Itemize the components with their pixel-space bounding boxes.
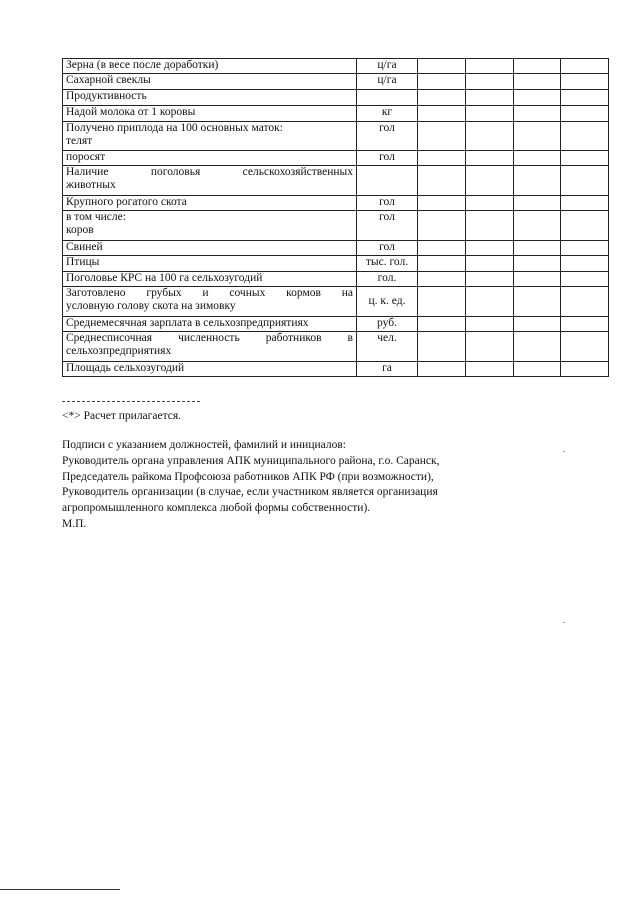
value-cell[interactable] xyxy=(514,241,561,256)
table-row xyxy=(63,362,609,377)
row-label-line2: животных xyxy=(66,179,116,191)
table-row xyxy=(63,317,609,332)
row-unit: гол. xyxy=(357,272,418,287)
row-unit: гол xyxy=(357,211,418,241)
row-unit xyxy=(357,166,418,196)
value-cell[interactable] xyxy=(561,90,609,106)
row-label-line1: Среднесписочная численность работников в xyxy=(66,332,353,344)
row-label: Площадь сельхозугодий xyxy=(63,362,357,377)
row-label-line1: Наличие поголовья сельскохозяйственных xyxy=(66,166,353,178)
value-cell[interactable] xyxy=(514,196,561,211)
table-row xyxy=(63,287,609,317)
signatory-line: Председатель райкома Профсоюза работников АПК РФ (при возможности), xyxy=(62,470,434,483)
value-cell[interactable] xyxy=(418,59,466,74)
scan-speck xyxy=(563,451,565,452)
row-unit: ц/га xyxy=(357,74,418,90)
value-cell[interactable] xyxy=(418,287,466,317)
value-cell[interactable] xyxy=(561,166,609,196)
value-cell[interactable] xyxy=(466,122,514,151)
value-cell[interactable] xyxy=(466,317,514,332)
table-row xyxy=(63,59,609,74)
row-unit: кг xyxy=(357,106,418,122)
value-cell[interactable] xyxy=(418,272,466,287)
row-label: Надой молока от 1 коровы xyxy=(63,106,357,122)
stamp-place: М.П. xyxy=(62,517,87,530)
signatory-line: Руководитель организации (в случае, если участником является организация xyxy=(62,486,438,499)
table-row xyxy=(63,332,609,362)
row-label xyxy=(63,332,357,362)
row-label-line2: телят xyxy=(66,135,93,147)
value-cell[interactable] xyxy=(466,362,514,377)
row-label xyxy=(63,287,357,317)
row-label-line1: Заготовлено грубых и сочных кормов на xyxy=(66,287,353,299)
value-cell[interactable] xyxy=(466,241,514,256)
value-cell[interactable] xyxy=(561,106,609,122)
value-cell[interactable] xyxy=(514,256,561,272)
table-row xyxy=(63,196,609,211)
signatory-line: Руководитель органа управления АПК муниципального района, г.о. Саранск, xyxy=(62,454,440,467)
value-cell[interactable] xyxy=(418,151,466,166)
value-cell[interactable] xyxy=(466,272,514,287)
value-cell[interactable] xyxy=(561,211,609,241)
row-label: поросят xyxy=(63,151,357,166)
value-cell[interactable] xyxy=(514,74,561,90)
row-unit: гол xyxy=(357,122,418,151)
value-cell[interactable] xyxy=(418,332,466,362)
scan-speck xyxy=(563,622,565,623)
value-cell[interactable] xyxy=(418,362,466,377)
row-label-line1: Получено приплода на 100 основных маток: xyxy=(66,122,283,134)
value-cell[interactable] xyxy=(514,287,561,317)
table-row xyxy=(63,90,609,106)
table-row xyxy=(63,272,609,287)
value-cell[interactable] xyxy=(561,59,609,74)
row-label: Среднемесячная зарплата в сельхозпредприятиях xyxy=(63,317,357,332)
value-cell[interactable] xyxy=(514,106,561,122)
value-cell[interactable] xyxy=(561,241,609,256)
value-cell[interactable] xyxy=(418,90,466,106)
row-unit: га xyxy=(357,362,418,377)
row-unit: ц/га xyxy=(357,59,418,74)
value-cell[interactable] xyxy=(561,317,609,332)
value-cell[interactable] xyxy=(466,211,514,241)
value-cell[interactable] xyxy=(514,362,561,377)
row-unit: гол xyxy=(357,151,418,166)
footnote-divider xyxy=(62,401,200,402)
value-cell[interactable] xyxy=(561,332,609,362)
value-cell[interactable] xyxy=(418,196,466,211)
value-cell[interactable] xyxy=(466,196,514,211)
table-row xyxy=(63,151,609,166)
footnote: <*> Расчет прилагается. xyxy=(62,410,182,422)
row-unit: тыс. гол. xyxy=(357,256,418,272)
row-label: Птицы xyxy=(63,256,357,272)
table-row xyxy=(63,211,609,241)
value-cell[interactable] xyxy=(418,317,466,332)
value-cell[interactable] xyxy=(561,196,609,211)
value-cell[interactable] xyxy=(466,151,514,166)
row-label: Поголовье КРС на 100 га сельхозугодий xyxy=(63,272,357,287)
table-row xyxy=(63,106,609,122)
indicators-table xyxy=(62,58,609,377)
value-cell[interactable] xyxy=(418,241,466,256)
row-label xyxy=(63,122,357,151)
value-cell[interactable] xyxy=(418,122,466,151)
row-unit: ц. к. ед. xyxy=(357,287,418,317)
value-cell[interactable] xyxy=(561,74,609,90)
row-label xyxy=(63,211,357,241)
value-cell[interactable] xyxy=(466,74,514,90)
value-cell[interactable] xyxy=(466,106,514,122)
value-cell[interactable] xyxy=(514,272,561,287)
value-cell[interactable] xyxy=(418,256,466,272)
table-row xyxy=(63,166,609,196)
table-row xyxy=(63,122,609,151)
value-cell[interactable] xyxy=(561,272,609,287)
page-bottom-rule xyxy=(0,889,120,890)
value-cell[interactable] xyxy=(466,287,514,317)
table-row xyxy=(63,241,609,256)
value-cell[interactable] xyxy=(514,151,561,166)
row-label: Зерна (в весе после доработки) xyxy=(63,59,357,74)
row-label: Сахарной свеклы xyxy=(63,74,357,90)
value-cell[interactable] xyxy=(418,166,466,196)
value-cell[interactable] xyxy=(418,211,466,241)
row-unit: гол xyxy=(357,196,418,211)
row-label-line2: сельхозпредприятиях xyxy=(66,345,172,357)
value-cell[interactable] xyxy=(418,74,466,90)
value-cell[interactable] xyxy=(561,256,609,272)
value-cell[interactable] xyxy=(514,59,561,74)
value-cell[interactable] xyxy=(561,151,609,166)
value-cell[interactable] xyxy=(466,90,514,106)
value-cell[interactable] xyxy=(561,287,609,317)
value-cell[interactable] xyxy=(466,256,514,272)
signatory-line: агропромышленного комплекса любой формы собственности). xyxy=(62,502,371,515)
row-unit xyxy=(357,90,418,106)
row-label-line2: условную голову скота на зимовку xyxy=(66,300,236,312)
row-label-line2: коров xyxy=(66,224,94,236)
value-cell[interactable] xyxy=(514,211,561,241)
row-unit: руб. xyxy=(357,317,418,332)
value-cell[interactable] xyxy=(466,332,514,362)
row-label: Крупного рогатого скота xyxy=(63,196,357,211)
value-cell[interactable] xyxy=(514,317,561,332)
signatures-heading: Подписи с указанием должностей, фамилий и инициалов: xyxy=(62,439,346,451)
table-row xyxy=(63,256,609,272)
signatures-block xyxy=(62,438,542,533)
value-cell[interactable] xyxy=(561,122,609,151)
value-cell[interactable] xyxy=(418,106,466,122)
row-unit: чел. xyxy=(357,332,418,362)
value-cell[interactable] xyxy=(466,59,514,74)
value-cell[interactable] xyxy=(514,122,561,151)
row-unit: гол xyxy=(357,241,418,256)
value-cell[interactable] xyxy=(514,332,561,362)
table-row xyxy=(63,74,609,90)
row-label: Свиней xyxy=(63,241,357,256)
value-cell[interactable] xyxy=(561,362,609,377)
row-label: Продуктивность xyxy=(63,90,357,106)
value-cell[interactable] xyxy=(514,166,561,196)
value-cell[interactable] xyxy=(514,90,561,106)
row-label-line1: в том числе: xyxy=(66,211,126,223)
row-label xyxy=(63,166,357,196)
value-cell[interactable] xyxy=(466,166,514,196)
